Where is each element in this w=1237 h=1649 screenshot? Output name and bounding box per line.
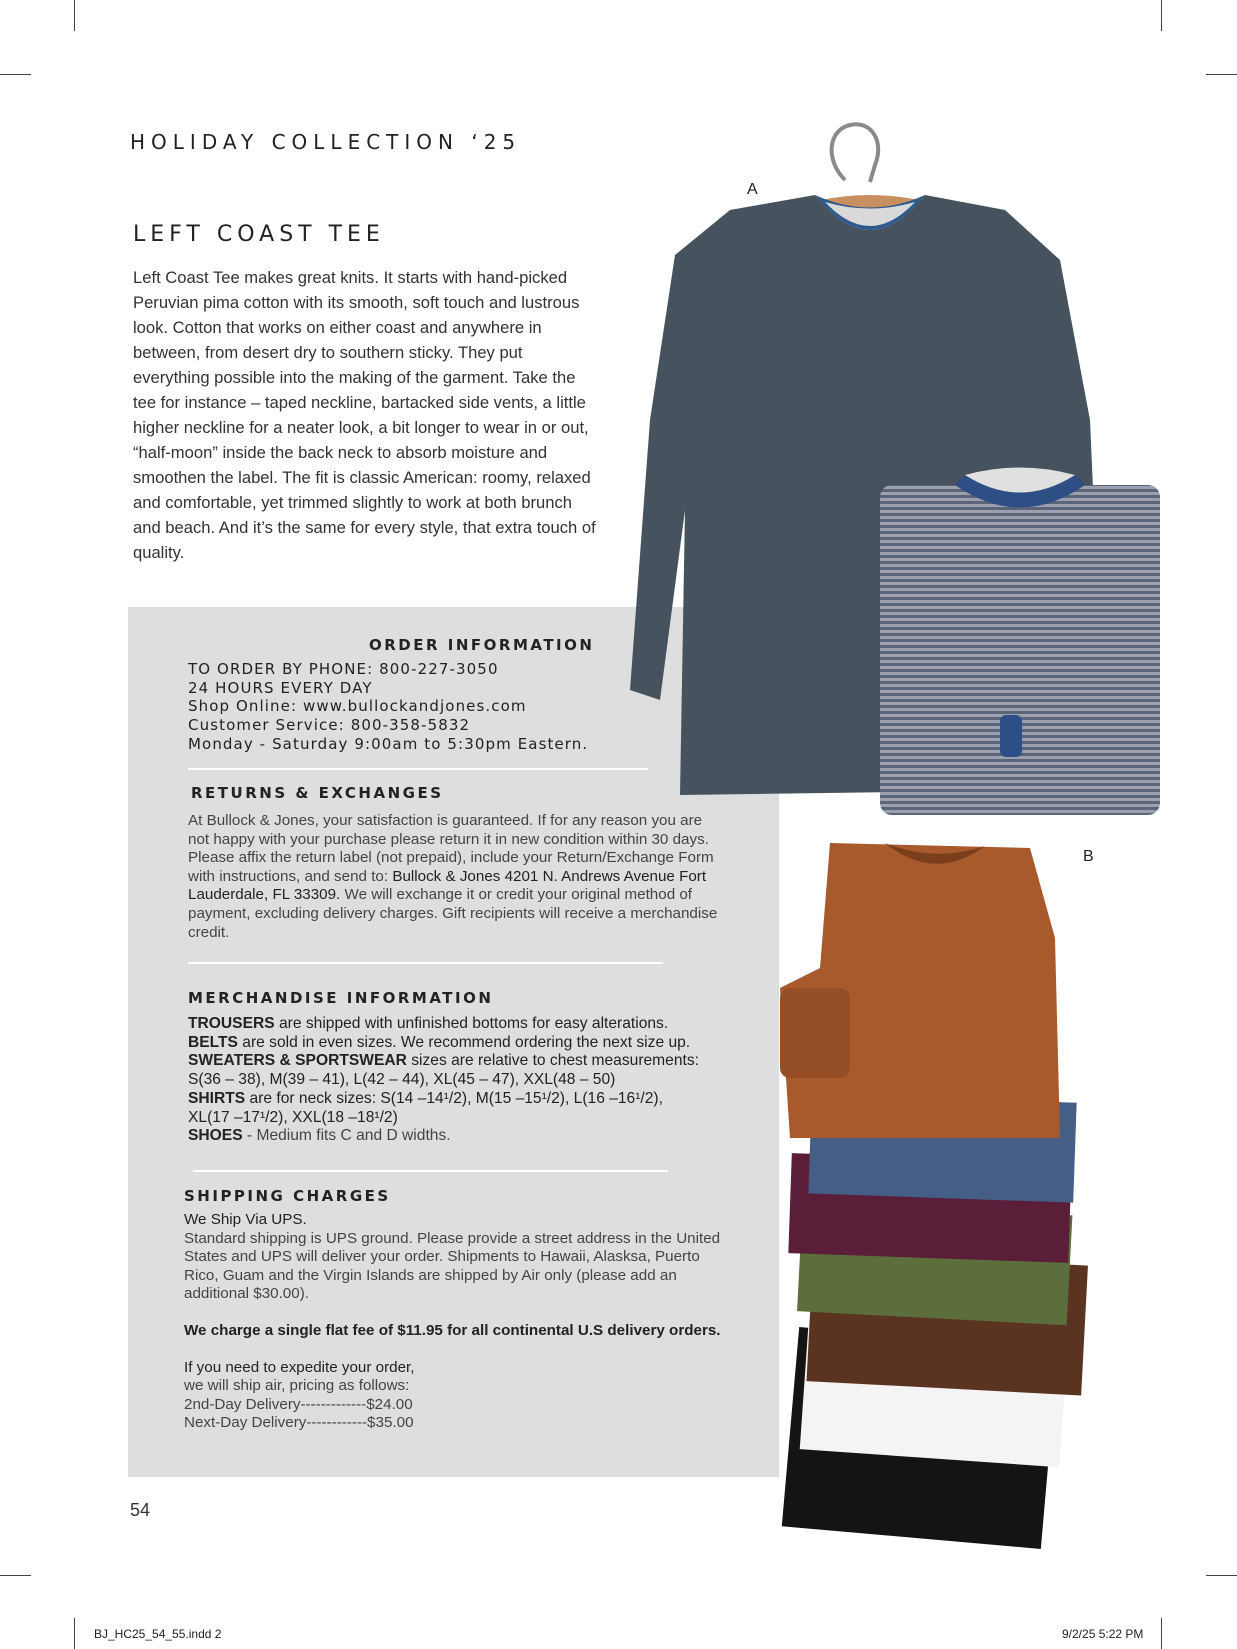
series-title: HOLIDAY COLLECTION ‘25 bbox=[130, 130, 522, 154]
returns-title: RETURNS & EXCHANGES bbox=[191, 784, 444, 802]
returns-text-1: At Bullock & Jones, your satisfaction is guaranteed. If for any reason you are not happy with your purchase please return it in new condition within 30 days. Please affix the return label (not prepaid), include your Return/Exchange Form with instructions, and send to: bbox=[188, 812, 714, 885]
belts-text: are sold in even sizes. We recommend ordering the next size up. bbox=[237, 1033, 691, 1051]
order-info-lines bbox=[188, 660, 588, 754]
belts-label: BELTS bbox=[188, 1033, 238, 1051]
shipping-text bbox=[184, 1211, 734, 1433]
sweaters-label: SWEATERS & SPORTSWEAR bbox=[188, 1052, 407, 1070]
merch-trousers bbox=[188, 1015, 699, 1034]
slug-date: 9/2/25 5:22 PM bbox=[1062, 1627, 1144, 1641]
order-hours: 24 HOURS EVERY DAY bbox=[188, 678, 373, 697]
merch-shoes bbox=[188, 1127, 699, 1146]
crop-mark bbox=[1161, 0, 1162, 31]
shoes-label: SHOES bbox=[188, 1127, 243, 1145]
divider bbox=[188, 962, 663, 964]
merchandise-title: MERCHANDISE INFORMATION bbox=[188, 989, 494, 1007]
shoes-text: - Medium fits C and D widths. bbox=[242, 1127, 451, 1145]
merch-shirt-sizes: XL(17 –17¹/2), XXL(18 –18¹/2) bbox=[188, 1108, 398, 1126]
product-photo-a bbox=[630, 90, 1170, 830]
shipping-via: We Ship Via UPS. bbox=[184, 1211, 307, 1228]
shipping-next-day: Next-Day Delivery------------$35.00 bbox=[184, 1414, 414, 1432]
shipping-flat-fee: We charge a single flat fee of $11.95 for all continental U.S delivery orders. bbox=[184, 1321, 721, 1339]
shipping-expedite-2: we will ship air, pricing as follows: bbox=[184, 1377, 410, 1395]
crop-mark bbox=[74, 1618, 75, 1649]
divider bbox=[193, 1170, 668, 1172]
merch-sweaters bbox=[188, 1052, 699, 1071]
shirts-label: SHIRTS bbox=[188, 1089, 246, 1107]
divider bbox=[188, 768, 648, 770]
shipping-second-day: 2nd-Day Delivery-------------$24.00 bbox=[184, 1395, 413, 1413]
shipping-standard: Standard shipping is UPS ground. Please provide a street address in the United States and UPS will deliver your order. Shipments to Hawaii, Alasksa, Puerto Rico, Guam and the Virgin Islands are shipped by Air only (please add an additional $30.00). bbox=[184, 1229, 721, 1303]
crop-mark bbox=[1161, 1618, 1162, 1649]
merch-sweater-sizes: S(36 – 38), M(39 – 41), L(42 – 44), XL(45 – 47), XXL(48 – 50) bbox=[188, 1071, 616, 1089]
shipping-title: SHIPPING CHARGES bbox=[184, 1187, 391, 1205]
order-phone: TO ORDER BY PHONE: 800-227-3050 bbox=[188, 660, 499, 678]
crop-mark bbox=[74, 0, 75, 31]
shirts-text: are for neck sizes: S(14 –14¹/2), M(15 –15¹/2), L(16 –16¹/2), bbox=[245, 1089, 663, 1107]
sweaters-text: sizes are relative to chest measurements: bbox=[406, 1052, 699, 1070]
product-title: LEFT COAST TEE bbox=[133, 222, 385, 247]
returns-address: Bullock & Jones 4201 N. Andrews Avenue Fort Lauderdale, FL 33309. bbox=[188, 867, 707, 904]
product-description: Left Coast Tee makes great knits. It starts with hand-picked Peruvian pima cotton with its smooth, soft touch and lustrous look. Cotton that works on either coast and anywhere in between, from desert dry to southern sticky. They put everything possible into the making of the garment. Take the tee for instance – taped neckline, bartacked side vents, a little higher neckline for a neater look, a bit longer to wear in or out, “half-moon” inside the back neck to absorb moisture and smoothen the label. The fit is classic American: roomy, relaxed and comfortable, yet trimmed slightly to work at both brunch and beach. And it’s the same for every style, that extra touch of quality. bbox=[133, 268, 596, 562]
crop-mark bbox=[0, 1575, 31, 1576]
returns-text bbox=[188, 812, 723, 942]
photo-label-b: B bbox=[1083, 848, 1094, 865]
order-customer-service: Customer Service: 800-358-5832 bbox=[188, 716, 471, 735]
order-website: Shop Online: www.bullockandjones.com bbox=[188, 697, 527, 716]
crop-mark bbox=[1206, 1575, 1237, 1576]
trousers-text: are shipped with unfinished bottoms for easy alterations. bbox=[274, 1015, 669, 1032]
slug-file: BJ_HC25_54_55.indd 2 bbox=[94, 1627, 222, 1641]
returns-text-2: We will exchange it or credit your original method of payment, excluding delivery charges. Gift recipients will receive a merchandise credit. bbox=[188, 886, 718, 941]
page-number: 54 bbox=[130, 1500, 151, 1520]
merch-belts bbox=[188, 1034, 699, 1053]
shipping-expedite-1: If you need to expedite your order, bbox=[184, 1358, 415, 1376]
order-info-title: ORDER INFORMATION bbox=[369, 636, 595, 654]
product-photo-b bbox=[780, 838, 1110, 1578]
trousers-label: TROUSERS bbox=[188, 1015, 275, 1032]
order-schedule: Monday - Saturday 9:00am to 5:30pm Eastern. bbox=[188, 734, 589, 753]
photo-label-a: A bbox=[747, 181, 758, 198]
crop-mark bbox=[1206, 74, 1237, 75]
merchandise-text bbox=[188, 1015, 699, 1146]
crop-mark bbox=[0, 74, 31, 75]
merch-shirts bbox=[188, 1090, 699, 1109]
